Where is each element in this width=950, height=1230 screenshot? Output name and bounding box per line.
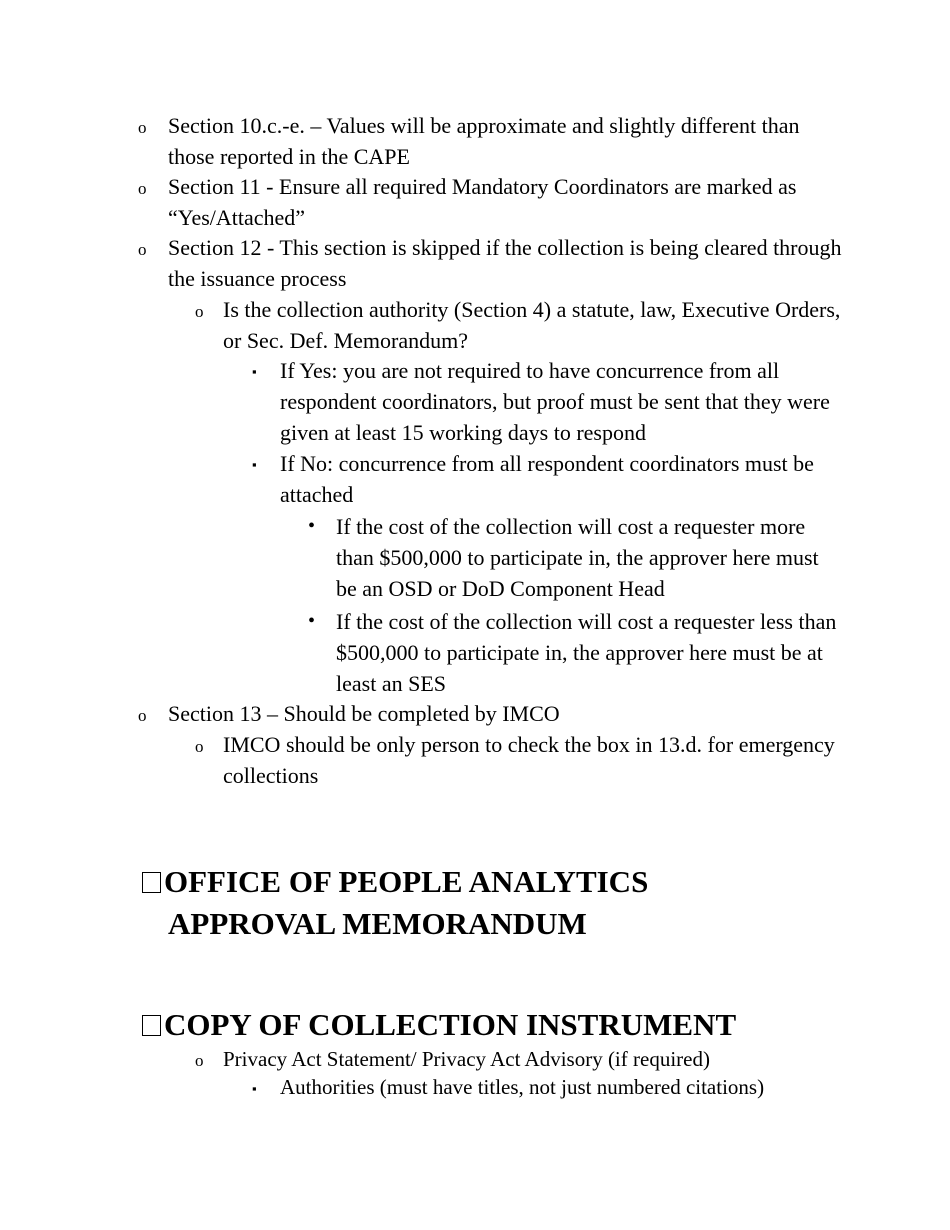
- list-item-collection-authority: Is the collection authority (Section 4) a statute, law, Executive Orders, or Sec. Def. Memorandum?: [223, 297, 841, 353]
- heading-line-2: APPROVAL MEMORANDUM: [168, 906, 587, 941]
- list-item-cost-less: If the cost of the collection will cost a requester less than $500,000 to participate in, the approver here must be at least an SES: [336, 609, 837, 696]
- circle-bullet: o: [195, 737, 204, 756]
- heading-opa-approval-memorandum: [142, 861, 842, 945]
- square-bullet: ▪: [252, 457, 257, 472]
- list-item-if-no: If No: concurrence from all respondent coordinators must be attached: [280, 451, 814, 507]
- dot-bullet: •: [308, 515, 316, 537]
- heading-copy-of-collection-instrument: [142, 1004, 842, 1046]
- heading-line-1: COPY OF COLLECTION INSTRUMENT: [164, 1007, 737, 1042]
- circle-bullet: o: [138, 179, 147, 198]
- list-item-section-13: Section 13 – Should be completed by IMCO: [168, 701, 560, 726]
- circle-bullet: o: [195, 1051, 204, 1070]
- list-item-section-10: Section 10.c.-e. – Values will be approximate and slightly different than those reported in the CAPE: [168, 113, 800, 169]
- circle-bullet: o: [195, 302, 204, 321]
- list-item-section-12: Section 12 - This section is skipped if the collection is being cleared through the issuance process: [168, 235, 842, 291]
- circle-bullet: o: [138, 118, 147, 137]
- heading-line-1: OFFICE OF PEOPLE ANALYTICS: [164, 864, 649, 899]
- square-bullet: ▪: [252, 364, 257, 379]
- list-item-if-yes: If Yes: you are not required to have concurrence from all respondent coordinators, but proof must be sent that they were given at least 15 working days to respond: [280, 358, 830, 445]
- list-item-section-11: Section 11 - Ensure all required Mandatory Coordinators are marked as “Yes/Attached”: [168, 174, 797, 230]
- circle-bullet: o: [138, 240, 147, 259]
- circle-bullet: o: [138, 706, 147, 725]
- checkbox-icon[interactable]: [142, 872, 161, 893]
- list-item-cost-more: If the cost of the collection will cost a requester more than $500,000 to participate in, the approver here must be an OSD or DoD Component Head: [336, 514, 819, 601]
- square-bullet: ▪: [252, 1081, 257, 1096]
- list-item-imco: IMCO should be only person to check the box in 13.d. for emergency collections: [223, 732, 835, 788]
- dot-bullet: •: [308, 610, 316, 632]
- list-item-authorities: Authorities (must have titles, not just numbered citations): [280, 1075, 765, 1099]
- list-item-privacy-act: Privacy Act Statement/ Privacy Act Advisory (if required): [223, 1047, 710, 1071]
- checkbox-icon[interactable]: [142, 1015, 161, 1036]
